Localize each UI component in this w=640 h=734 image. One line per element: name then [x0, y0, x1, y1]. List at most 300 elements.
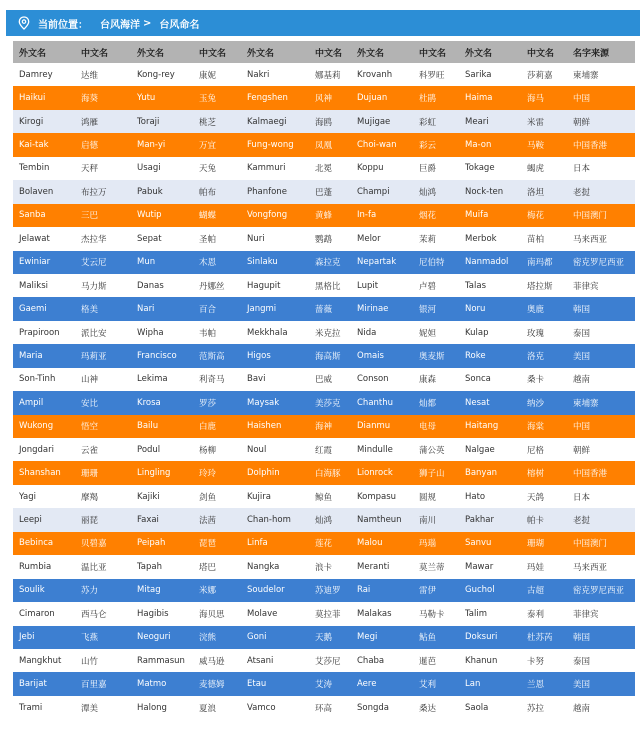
- cell-chinese-name-5: 洛坦: [521, 180, 567, 203]
- cell-chinese-name-1: 达维: [75, 63, 131, 86]
- cell-name-origin: 越南: [567, 696, 635, 719]
- cell-chinese-name-2: 天兔: [193, 157, 241, 180]
- cell-chinese-name-4: 烟花: [413, 204, 459, 227]
- cell-chinese-name-2: 海贝思: [193, 602, 241, 625]
- cell-foreign-name-5: Nesat: [459, 391, 521, 414]
- cell-foreign-name-1: Wukong: [13, 415, 75, 438]
- cell-name-origin: 朝鲜: [567, 438, 635, 461]
- cell-foreign-name-4: Songda: [351, 696, 413, 719]
- cell-chinese-name-1: 派比安: [75, 321, 131, 344]
- cell-foreign-name-5: Sarika: [459, 63, 521, 86]
- cell-name-origin: 菲律宾: [567, 274, 635, 297]
- cell-chinese-name-4: 莫兰蒂: [413, 555, 459, 578]
- column-header-chinese-name-3: 中文名: [309, 41, 351, 63]
- cell-chinese-name-1: 海葵: [75, 86, 131, 109]
- cell-chinese-name-2: 剑鱼: [193, 485, 241, 508]
- table-row: [13, 274, 635, 297]
- cell-foreign-name-5: Muifa: [459, 204, 521, 227]
- column-header-chinese-name-1: 中文名: [75, 41, 131, 63]
- cell-foreign-name-5: Guchol: [459, 579, 521, 602]
- cell-foreign-name-1: Prapiroon: [13, 321, 75, 344]
- cell-foreign-name-3: Nangka: [241, 555, 309, 578]
- cell-chinese-name-2: 玲玲: [193, 461, 241, 484]
- cell-name-origin: 菲律宾: [567, 602, 635, 625]
- cell-foreign-name-1: Haikui: [13, 86, 75, 109]
- cell-foreign-name-4: Namtheun: [351, 508, 413, 531]
- cell-chinese-name-4: 暹芭: [413, 649, 459, 672]
- table-row: [13, 86, 635, 109]
- cell-chinese-name-4: 圆规: [413, 485, 459, 508]
- cell-chinese-name-4: 科罗旺: [413, 63, 459, 86]
- cell-foreign-name-4: Dianmu: [351, 415, 413, 438]
- cell-chinese-name-1: 布拉万: [75, 180, 131, 203]
- cell-foreign-name-1: Damrey: [13, 63, 75, 86]
- cell-chinese-name-3: 巴威: [309, 368, 351, 391]
- cell-foreign-name-4: Mirinae: [351, 297, 413, 320]
- cell-foreign-name-4: Krovanh: [351, 63, 413, 86]
- cell-foreign-name-3: Chan-hom: [241, 508, 309, 531]
- cell-foreign-name-5: Haitang: [459, 415, 521, 438]
- cell-chinese-name-3: 北冕: [309, 157, 351, 180]
- cell-foreign-name-3: Sinlaku: [241, 251, 309, 274]
- cell-foreign-name-5: Merbok: [459, 227, 521, 250]
- cell-foreign-name-2: Bailu: [131, 415, 193, 438]
- cell-foreign-name-2: Kong-rey: [131, 63, 193, 86]
- cell-chinese-name-5: 帕卡: [521, 508, 567, 531]
- cell-foreign-name-1: Cimaron: [13, 602, 75, 625]
- cell-chinese-name-2: 帕布: [193, 180, 241, 203]
- cell-chinese-name-1: 三巴: [75, 204, 131, 227]
- column-header-foreign-name-3: 外文名: [241, 41, 309, 63]
- cell-chinese-name-1: 悟空: [75, 415, 131, 438]
- cell-chinese-name-1: 艾云尼: [75, 251, 131, 274]
- cell-foreign-name-1: Kirogi: [13, 110, 75, 133]
- cell-foreign-name-1: Trami: [13, 696, 75, 719]
- cell-chinese-name-4: 南川: [413, 508, 459, 531]
- cell-foreign-name-3: Nuri: [241, 227, 309, 250]
- cell-foreign-name-2: Danas: [131, 274, 193, 297]
- cell-chinese-name-5: 玛娃: [521, 555, 567, 578]
- cell-chinese-name-2: 蝴蝶: [193, 204, 241, 227]
- cell-chinese-name-2: 麦德姆: [193, 672, 241, 695]
- cell-foreign-name-5: Sanvu: [459, 532, 521, 555]
- cell-chinese-name-4: 桑达: [413, 696, 459, 719]
- table-row: [13, 696, 635, 719]
- cell-foreign-name-1: Maria: [13, 344, 75, 367]
- column-header-foreign-name-1: 外文名: [13, 41, 75, 63]
- cell-foreign-name-2: Hagibis: [131, 602, 193, 625]
- cell-foreign-name-4: Nida: [351, 321, 413, 344]
- cell-name-origin: 韩国: [567, 626, 635, 649]
- breadcrumb-bar: [6, 10, 640, 36]
- cell-chinese-name-2: 百合: [193, 297, 241, 320]
- cell-foreign-name-1: Sanba: [13, 204, 75, 227]
- cell-chinese-name-3: 灿鸿: [309, 508, 351, 531]
- cell-foreign-name-5: Hato: [459, 485, 521, 508]
- table-row: [13, 297, 635, 320]
- cell-chinese-name-1: 玛莉亚: [75, 344, 131, 367]
- cell-foreign-name-1: Jongdari: [13, 438, 75, 461]
- cell-chinese-name-5: 马鞍: [521, 133, 567, 156]
- cell-foreign-name-5: Nock-ten: [459, 180, 521, 203]
- cell-name-origin: 朝鲜: [567, 110, 635, 133]
- cell-foreign-name-5: Kulap: [459, 321, 521, 344]
- cell-foreign-name-4: Chanthu: [351, 391, 413, 414]
- cell-chinese-name-2: 浣熊: [193, 626, 241, 649]
- cell-chinese-name-1: 苏力: [75, 579, 131, 602]
- cell-name-origin: 柬埔寨: [567, 63, 635, 86]
- cell-foreign-name-2: Lingling: [131, 461, 193, 484]
- cell-chinese-name-5: 塔拉斯: [521, 274, 567, 297]
- cell-name-origin: 中国: [567, 86, 635, 109]
- cell-foreign-name-3: Soudelor: [241, 579, 309, 602]
- cell-chinese-name-1: 云雀: [75, 438, 131, 461]
- table-row: [13, 368, 635, 391]
- cell-chinese-name-5: 天鸽: [521, 485, 567, 508]
- cell-foreign-name-3: Linfa: [241, 532, 309, 555]
- cell-chinese-name-5: 苏拉: [521, 696, 567, 719]
- cell-foreign-name-5: Talas: [459, 274, 521, 297]
- column-header-foreign-name-2: 外文名: [131, 41, 193, 63]
- cell-chinese-name-4: 茉莉: [413, 227, 459, 250]
- table-row: [13, 180, 635, 203]
- cell-foreign-name-1: Ampil: [13, 391, 75, 414]
- cell-chinese-name-2: 法茜: [193, 508, 241, 531]
- cell-chinese-name-2: 夏浪: [193, 696, 241, 719]
- cell-foreign-name-3: Phanfone: [241, 180, 309, 203]
- table-row: [13, 672, 635, 695]
- typhoon-names-table: [13, 41, 635, 719]
- cell-chinese-name-3: 黑格比: [309, 274, 351, 297]
- cell-chinese-name-1: 珊珊: [75, 461, 131, 484]
- cell-foreign-name-3: Nakri: [241, 63, 309, 86]
- cell-chinese-name-4: 鲇鱼: [413, 626, 459, 649]
- cell-foreign-name-5: Nanmadol: [459, 251, 521, 274]
- cell-chinese-name-2: 丹娜丝: [193, 274, 241, 297]
- cell-foreign-name-5: Mawar: [459, 555, 521, 578]
- cell-chinese-name-4: 彩云: [413, 133, 459, 156]
- cell-chinese-name-3: 米克拉: [309, 321, 351, 344]
- table-body: [13, 63, 635, 719]
- table-row: [13, 508, 635, 531]
- cell-foreign-name-2: Wipha: [131, 321, 193, 344]
- cell-foreign-name-4: Conson: [351, 368, 413, 391]
- cell-chinese-name-3: 鹦鹉: [309, 227, 351, 250]
- table-row: [13, 110, 635, 133]
- cell-chinese-name-4: 银河: [413, 297, 459, 320]
- cell-foreign-name-5: Haima: [459, 86, 521, 109]
- cell-foreign-name-3: Bavi: [241, 368, 309, 391]
- cell-foreign-name-1: Son-Tinh: [13, 368, 75, 391]
- cell-foreign-name-3: Vongfong: [241, 204, 309, 227]
- cell-chinese-name-1: 鸿雁: [75, 110, 131, 133]
- cell-chinese-name-2: 圣帕: [193, 227, 241, 250]
- cell-chinese-name-2: 白鹿: [193, 415, 241, 438]
- cell-foreign-name-3: Kujira: [241, 485, 309, 508]
- breadcrumb-current-page: 台风命名: [159, 19, 200, 31]
- cell-chinese-name-4: 艾利: [413, 672, 459, 695]
- cell-chinese-name-2: 杨柳: [193, 438, 241, 461]
- cell-chinese-name-2: 米娜: [193, 579, 241, 602]
- cell-foreign-name-1: Kai-tak: [13, 133, 75, 156]
- cell-foreign-name-1: Jebi: [13, 626, 75, 649]
- cell-foreign-name-3: Hagupit: [241, 274, 309, 297]
- cell-chinese-name-4: 巨爵: [413, 157, 459, 180]
- table-row: [13, 579, 635, 602]
- cell-foreign-name-3: Higos: [241, 344, 309, 367]
- cell-chinese-name-5: 杜苏芮: [521, 626, 567, 649]
- cell-chinese-name-4: 蒲公英: [413, 438, 459, 461]
- breadcrumb-separator: >: [143, 17, 152, 29]
- cell-foreign-name-2: Nari: [131, 297, 193, 320]
- cell-chinese-name-5: 南玛都: [521, 251, 567, 274]
- cell-chinese-name-2: 韦帕: [193, 321, 241, 344]
- cell-foreign-name-2: Krosa: [131, 391, 193, 414]
- cell-chinese-name-4: 尼伯特: [413, 251, 459, 274]
- cell-name-origin: 密克罗尼西亚: [567, 579, 635, 602]
- cell-chinese-name-1: 飞燕: [75, 626, 131, 649]
- cell-foreign-name-3: Vamco: [241, 696, 309, 719]
- cell-chinese-name-5: 尼格: [521, 438, 567, 461]
- cell-foreign-name-4: Rai: [351, 579, 413, 602]
- cell-chinese-name-3: 苏迪罗: [309, 579, 351, 602]
- cell-chinese-name-1: 格美: [75, 297, 131, 320]
- cell-name-origin: 柬埔寨: [567, 391, 635, 414]
- cell-chinese-name-3: 艾莎尼: [309, 649, 351, 672]
- cell-name-origin: 美国: [567, 344, 635, 367]
- cell-chinese-name-1: 潭美: [75, 696, 131, 719]
- cell-foreign-name-2: Mun: [131, 251, 193, 274]
- cell-chinese-name-1: 百里嘉: [75, 672, 131, 695]
- table-row: [13, 321, 635, 344]
- cell-chinese-name-1: 马力斯: [75, 274, 131, 297]
- breadcrumb-link-typhoon-ocean[interactable]: 台风海洋: [100, 19, 140, 31]
- cell-chinese-name-5: 古超: [521, 579, 567, 602]
- cell-foreign-name-2: Peipah: [131, 532, 193, 555]
- table-row: [13, 602, 635, 625]
- cell-chinese-name-2: 木恩: [193, 251, 241, 274]
- cell-foreign-name-3: Molave: [241, 602, 309, 625]
- cell-chinese-name-4: 灿都: [413, 391, 459, 414]
- cell-foreign-name-2: Francisco: [131, 344, 193, 367]
- cell-foreign-name-5: Khanun: [459, 649, 521, 672]
- cell-name-origin: 密克罗尼西亚: [567, 251, 635, 274]
- cell-chinese-name-1: 杰拉华: [75, 227, 131, 250]
- cell-foreign-name-2: Lekima: [131, 368, 193, 391]
- table-row: [13, 555, 635, 578]
- cell-foreign-name-2: Tapah: [131, 555, 193, 578]
- cell-foreign-name-2: Rammasun: [131, 649, 193, 672]
- cell-chinese-name-3: 红霞: [309, 438, 351, 461]
- table-row: [13, 532, 635, 555]
- cell-name-origin: 泰国: [567, 649, 635, 672]
- cell-foreign-name-1: Bolaven: [13, 180, 75, 203]
- cell-foreign-name-5: Lan: [459, 672, 521, 695]
- column-header-chinese-name-4: 中文名: [413, 41, 459, 63]
- cell-chinese-name-3: 白海豚: [309, 461, 351, 484]
- cell-chinese-name-5: 洛克: [521, 344, 567, 367]
- cell-chinese-name-5: 玫瑰: [521, 321, 567, 344]
- cell-chinese-name-2: 范斯高: [193, 344, 241, 367]
- cell-foreign-name-5: Pakhar: [459, 508, 521, 531]
- cell-foreign-name-4: Choi-wan: [351, 133, 413, 156]
- cell-chinese-name-4: 狮子山: [413, 461, 459, 484]
- table-row: [13, 415, 635, 438]
- cell-foreign-name-3: Fengshen: [241, 86, 309, 109]
- cell-chinese-name-2: 威马逊: [193, 649, 241, 672]
- table-row: [13, 227, 635, 250]
- table-row: [13, 251, 635, 274]
- cell-foreign-name-1: Bebinca: [13, 532, 75, 555]
- cell-chinese-name-2: 罗莎: [193, 391, 241, 414]
- cell-chinese-name-4: 雷伊: [413, 579, 459, 602]
- cell-chinese-name-3: 森拉克: [309, 251, 351, 274]
- cell-chinese-name-3: 天鹅: [309, 626, 351, 649]
- cell-foreign-name-2: Toraji: [131, 110, 193, 133]
- cell-foreign-name-4: Malakas: [351, 602, 413, 625]
- cell-chinese-name-5: 桑卡: [521, 368, 567, 391]
- cell-foreign-name-4: Kompasu: [351, 485, 413, 508]
- cell-chinese-name-4: 灿鸿: [413, 180, 459, 203]
- cell-chinese-name-5: 兰恩: [521, 672, 567, 695]
- typhoon-names-table-container: [13, 41, 635, 719]
- cell-chinese-name-3: 娜基莉: [309, 63, 351, 86]
- cell-chinese-name-5: 珊瑚: [521, 532, 567, 555]
- cell-foreign-name-3: Kammuri: [241, 157, 309, 180]
- cell-chinese-name-1: 山竹: [75, 649, 131, 672]
- column-header-chinese-name-2: 中文名: [193, 41, 241, 63]
- cell-chinese-name-1: 摩羯: [75, 485, 131, 508]
- cell-foreign-name-3: Mekkhala: [241, 321, 309, 344]
- cell-name-origin: 马来西亚: [567, 227, 635, 250]
- cell-foreign-name-3: Jangmi: [241, 297, 309, 320]
- cell-foreign-name-1: Soulik: [13, 579, 75, 602]
- cell-foreign-name-1: Ewiniar: [13, 251, 75, 274]
- cell-chinese-name-1: 天秤: [75, 157, 131, 180]
- cell-chinese-name-2: 玉兔: [193, 86, 241, 109]
- cell-foreign-name-2: Neoguri: [131, 626, 193, 649]
- cell-foreign-name-4: Megi: [351, 626, 413, 649]
- table-header-row: [13, 41, 635, 63]
- cell-name-origin: 日本: [567, 485, 635, 508]
- cell-chinese-name-5: 苗柏: [521, 227, 567, 250]
- cell-foreign-name-4: Aere: [351, 672, 413, 695]
- cell-foreign-name-3: Noul: [241, 438, 309, 461]
- cell-foreign-name-2: Yutu: [131, 86, 193, 109]
- cell-name-origin: 美国: [567, 672, 635, 695]
- cell-name-origin: 老挝: [567, 508, 635, 531]
- cell-foreign-name-4: Chaba: [351, 649, 413, 672]
- cell-name-origin: 中国澳门: [567, 532, 635, 555]
- cell-foreign-name-4: Lionrock: [351, 461, 413, 484]
- cell-chinese-name-5: 莎莉嘉: [521, 63, 567, 86]
- table-row: [13, 438, 635, 461]
- cell-foreign-name-1: Rumbia: [13, 555, 75, 578]
- cell-foreign-name-2: Usagi: [131, 157, 193, 180]
- cell-chinese-name-3: 浪卡: [309, 555, 351, 578]
- cell-foreign-name-2: Matmo: [131, 672, 193, 695]
- cell-chinese-name-1: 温比亚: [75, 555, 131, 578]
- cell-name-origin: 日本: [567, 157, 635, 180]
- cell-chinese-name-3: 莲花: [309, 532, 351, 555]
- cell-foreign-name-5: Meari: [459, 110, 521, 133]
- cell-foreign-name-1: Barijat: [13, 672, 75, 695]
- cell-foreign-name-3: Etau: [241, 672, 309, 695]
- cell-chinese-name-1: 山神: [75, 368, 131, 391]
- cell-chinese-name-5: 奥鹿: [521, 297, 567, 320]
- cell-foreign-name-2: Man-yi: [131, 133, 193, 156]
- column-header-foreign-name-5: 外文名: [459, 41, 521, 63]
- cell-chinese-name-4: 杜鹃: [413, 86, 459, 109]
- cell-chinese-name-4: 电母: [413, 415, 459, 438]
- breadcrumb-label: 当前位置：: [38, 19, 88, 31]
- cell-chinese-name-5: 纳沙: [521, 391, 567, 414]
- cell-foreign-name-3: Dolphin: [241, 461, 309, 484]
- cell-chinese-name-3: 莫拉菲: [309, 602, 351, 625]
- cell-foreign-name-4: Dujuan: [351, 86, 413, 109]
- cell-chinese-name-2: 利奇马: [193, 368, 241, 391]
- cell-foreign-name-4: Mindulle: [351, 438, 413, 461]
- table-row: [13, 204, 635, 227]
- cell-foreign-name-5: Doksuri: [459, 626, 521, 649]
- cell-foreign-name-5: Banyan: [459, 461, 521, 484]
- cell-foreign-name-4: Malou: [351, 532, 413, 555]
- cell-chinese-name-3: 风神: [309, 86, 351, 109]
- cell-foreign-name-4: Koppu: [351, 157, 413, 180]
- cell-chinese-name-5: 梅花: [521, 204, 567, 227]
- cell-foreign-name-4: Mujigae: [351, 110, 413, 133]
- cell-chinese-name-4: 康森: [413, 368, 459, 391]
- cell-foreign-name-1: Yagi: [13, 485, 75, 508]
- cell-name-origin: 老挝: [567, 180, 635, 203]
- cell-chinese-name-3: 鲸鱼: [309, 485, 351, 508]
- cell-chinese-name-2: 康妮: [193, 63, 241, 86]
- cell-foreign-name-1: Tembin: [13, 157, 75, 180]
- cell-chinese-name-4: 卢碧: [413, 274, 459, 297]
- cell-chinese-name-3: 蔷薇: [309, 297, 351, 320]
- cell-foreign-name-3: Kalmaegi: [241, 110, 309, 133]
- cell-foreign-name-1: Mangkhut: [13, 649, 75, 672]
- cell-foreign-name-5: Noru: [459, 297, 521, 320]
- cell-foreign-name-4: In-fa: [351, 204, 413, 227]
- cell-chinese-name-3: 艾涛: [309, 672, 351, 695]
- cell-foreign-name-2: Kajiki: [131, 485, 193, 508]
- cell-chinese-name-4: 玛瑙: [413, 532, 459, 555]
- cell-name-origin: 马来西亚: [567, 555, 635, 578]
- cell-name-origin: 中国: [567, 415, 635, 438]
- cell-foreign-name-4: Lupit: [351, 274, 413, 297]
- cell-foreign-name-2: Mitag: [131, 579, 193, 602]
- cell-chinese-name-5: 卡努: [521, 649, 567, 672]
- cell-chinese-name-1: 启德: [75, 133, 131, 156]
- cell-foreign-name-4: Champi: [351, 180, 413, 203]
- cell-chinese-name-3: 凤凰: [309, 133, 351, 156]
- cell-foreign-name-3: Fung-wong: [241, 133, 309, 156]
- cell-foreign-name-2: Podul: [131, 438, 193, 461]
- cell-foreign-name-2: Sepat: [131, 227, 193, 250]
- cell-chinese-name-5: 榕树: [521, 461, 567, 484]
- location-pin-icon: [18, 16, 30, 30]
- table-row: [13, 649, 635, 672]
- cell-chinese-name-3: 海神: [309, 415, 351, 438]
- cell-chinese-name-3: 美莎克: [309, 391, 351, 414]
- cell-foreign-name-2: Wutip: [131, 204, 193, 227]
- cell-foreign-name-1: Maliksi: [13, 274, 75, 297]
- table-row: [13, 626, 635, 649]
- cell-foreign-name-5: Sonca: [459, 368, 521, 391]
- cell-foreign-name-1: Shanshan: [13, 461, 75, 484]
- cell-foreign-name-3: Atsani: [241, 649, 309, 672]
